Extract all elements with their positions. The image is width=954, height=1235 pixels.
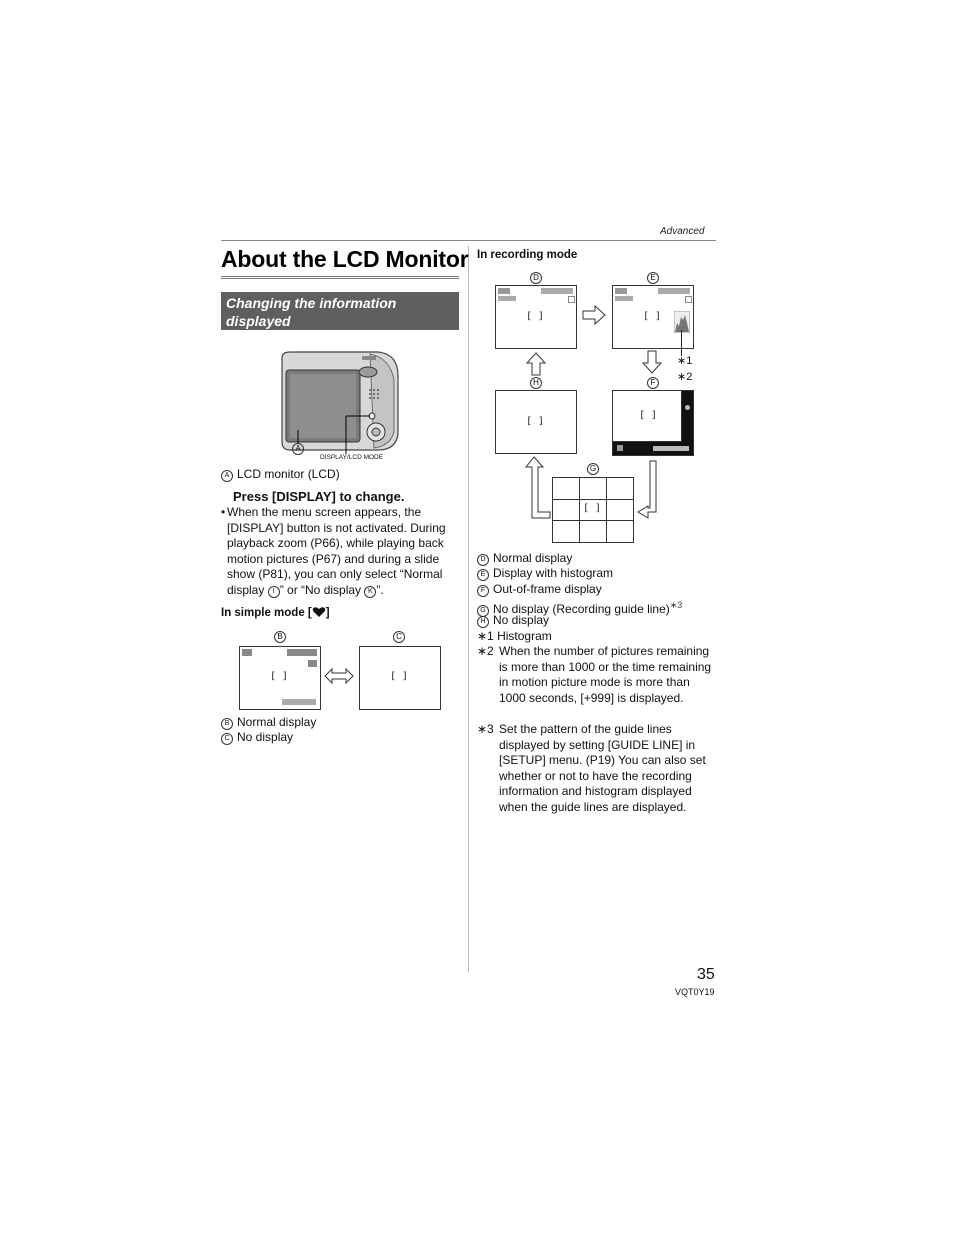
- label-b: B: [274, 631, 286, 643]
- battery-icon: [658, 288, 690, 294]
- simple-mode-heading-post: ]: [325, 607, 330, 619]
- focus-brackets: []: [643, 311, 668, 322]
- header-rule: [221, 240, 716, 241]
- mode-icon: [615, 288, 627, 294]
- label-c: C: [393, 631, 405, 643]
- legend-g-marker: G: [477, 605, 489, 617]
- legend-f-marker: F: [477, 585, 489, 597]
- note-bullet: •: [221, 505, 226, 519]
- curved-arrow-down-icon: [634, 460, 660, 529]
- focus-brackets: []: [526, 311, 551, 322]
- histogram-icon: [674, 311, 690, 338]
- battery-icon: [541, 288, 573, 294]
- footnote-1-text: Histogram: [497, 629, 552, 643]
- recording-mode-heading: In recording mode: [477, 249, 578, 261]
- footnote-marker-2: ∗2: [677, 371, 693, 383]
- legend-a-marker: A: [221, 470, 233, 482]
- bottom-info-strip: [282, 699, 316, 705]
- legend-f-text: Out-of-frame display: [493, 582, 602, 596]
- legend-lcd-monitor: [221, 467, 340, 483]
- footnote-1-mark: ∗1: [477, 629, 494, 643]
- flash-icon: [615, 296, 633, 301]
- simple-mode-heading-pre: In simple mode [: [221, 607, 312, 619]
- legend-h-marker: H: [477, 616, 489, 628]
- legend-b-text: Normal display: [237, 715, 317, 729]
- note-mark-i: I: [268, 586, 280, 598]
- legend-c-text: No display: [237, 730, 294, 744]
- model-code: VQT0Y19: [675, 987, 715, 997]
- guide-line-h1: [553, 499, 633, 500]
- legend-e: [477, 566, 613, 582]
- legend-g-text: No display (Recording guide line): [493, 602, 670, 616]
- remaining-count-box: [568, 296, 575, 303]
- focus-brackets: []: [583, 503, 608, 514]
- focus-brackets: []: [390, 671, 415, 682]
- section-heading-box: [221, 292, 459, 330]
- legend-h: [477, 613, 549, 629]
- guide-line-v1: [579, 478, 580, 542]
- remaining-count-box: [685, 296, 692, 303]
- page-title: About the LCD Monitor: [221, 246, 469, 272]
- legend-e-text: Display with histogram: [493, 566, 614, 580]
- column-divider: [468, 246, 469, 972]
- simple-mode-heading: [221, 606, 330, 621]
- note-text-3: ”.: [376, 582, 384, 597]
- out-of-frame-display-screen: [612, 390, 694, 456]
- footnote-3-mark: ∗3: [477, 722, 494, 736]
- legend-h-text: No display: [493, 613, 550, 627]
- legend-d: [477, 551, 572, 567]
- normal-display-screen: [495, 285, 577, 349]
- camera-illustration: [278, 350, 402, 454]
- focus-brackets: []: [639, 410, 664, 421]
- label-e: E: [647, 272, 659, 284]
- legend-g-sup: ∗3: [669, 600, 683, 610]
- heart-icon: [312, 606, 326, 621]
- guide-line-display-screen: [552, 477, 634, 543]
- legend-b-marker: B: [221, 718, 233, 730]
- title-rule: [221, 276, 459, 280]
- footnote-marker-1: ∗1: [677, 355, 693, 367]
- label-h: H: [530, 377, 542, 389]
- running-header: Advanced: [660, 226, 705, 237]
- arrow-right-icon: [582, 305, 606, 330]
- histogram-callout-line: [681, 330, 682, 356]
- page-number: 35: [697, 966, 715, 983]
- side-mode-icon: [685, 405, 690, 410]
- double-arrow-icon: [324, 668, 354, 689]
- footnote-2-text: When the number of pictures remaining is more than 1000 or the time remaining in motion picture mode is more than 1000 seconds, [+999] is displayed.: [499, 644, 712, 705]
- mode-icon: [498, 288, 510, 294]
- arrow-down-icon: [642, 350, 662, 379]
- note-text-1: When the menu screen appears, the [DISPLAY] button is not activated. During playback zoom (P66), while playing back motion pictures (P67) and during a slide show (P81), you can only select “Normal display: [227, 505, 446, 597]
- simple-legend-c: [221, 730, 293, 746]
- legend-e-marker: E: [477, 569, 489, 581]
- legend-f: [477, 582, 602, 598]
- footnote-2-mark: ∗2: [477, 644, 494, 658]
- label-f: F: [647, 377, 659, 389]
- no-display-screen: [495, 390, 577, 454]
- display-button-label: DISPLAY/LCD MODE: [320, 454, 384, 461]
- simple-no-display-screen: [359, 646, 441, 710]
- callout-a-marker: A: [292, 443, 304, 455]
- camera-drawing: [278, 350, 402, 454]
- footnote-1: [477, 629, 552, 645]
- battery-icon: [287, 649, 317, 656]
- battery-icon: [653, 446, 689, 451]
- legend-d-marker: D: [477, 554, 489, 566]
- instruction-text: Press [DISPLAY] to change.: [233, 489, 405, 504]
- legend-c-marker: C: [221, 733, 233, 745]
- side-info-strip: [682, 391, 693, 442]
- simple-normal-display-screen: [239, 646, 321, 710]
- focus-brackets: []: [526, 416, 551, 427]
- note-text-2: ” or “No display: [279, 582, 365, 597]
- label-d: D: [530, 272, 542, 284]
- simple-legend-b: [221, 715, 316, 731]
- guide-line-h2: [553, 520, 633, 521]
- mode-icon: [617, 445, 623, 451]
- focus-brackets: []: [270, 671, 295, 682]
- flash-icon: [498, 296, 516, 301]
- remaining-count-box: [308, 660, 317, 667]
- section-heading: Changing the information displayed: [226, 295, 397, 329]
- label-g: G: [587, 463, 599, 475]
- legend-a-text: LCD monitor (LCD): [237, 467, 340, 481]
- mode-icon: [242, 649, 252, 656]
- note-paragraph: [227, 505, 457, 599]
- curved-arrow-up-icon: [522, 456, 552, 525]
- note-mark-k: K: [364, 586, 376, 598]
- footnote-3-text: Set the pattern of the guide lines displayed by setting [GUIDE LINE] in [SETUP] menu. (P19) You can also set whether or not to have the recording information and histogram displayed when the guide lines are displayed.: [499, 722, 706, 814]
- legend-d-text: Normal display: [493, 551, 573, 565]
